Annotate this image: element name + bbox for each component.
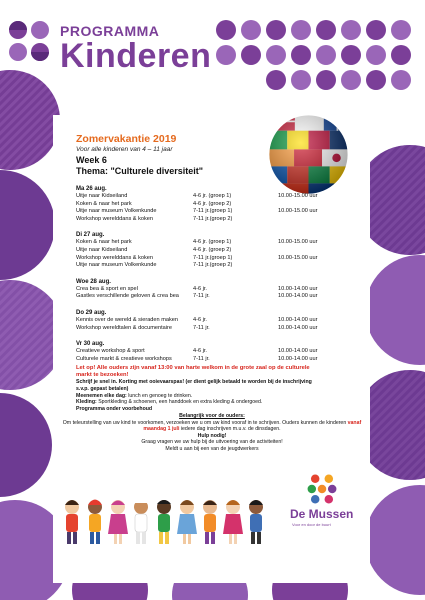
activity-row (76, 201, 366, 209)
activity-name: Workshop wereldtalen & documentaire (76, 324, 172, 331)
signup-date: vanaf maandag 1 juli (143, 419, 362, 433)
activity-group: 4-6 jr. (193, 316, 207, 323)
top-right-circles (216, 20, 411, 90)
activity-group: 7-11 jr.(groep 1) (193, 208, 233, 215)
activity-name: Workshop werelddans & koken (76, 215, 154, 222)
children-illustration (58, 493, 268, 548)
activity-group: 4-6 jr. (groep 2) (193, 246, 232, 253)
help-signup: Meldt u aan bij een van de jeugdwerkers (165, 445, 259, 452)
activity-time: 10.00-14.00 uur (278, 285, 318, 292)
activity-group: 7-11 jr.(groep 1) (193, 254, 233, 261)
activity-group: 4-6 jr. (groep 1) (193, 193, 232, 199)
activity-name: Workshop werelddans & koken (76, 254, 154, 261)
activity-time: 10.00-14.00 uur (278, 316, 318, 323)
help-request: Graag vragen we uw hulp bij de uitvoering van de activiteiten! (141, 439, 283, 446)
day-section (76, 278, 366, 301)
day-heading: Ma 26 aug. (76, 186, 107, 192)
activity-name: Uitje naar Kidseiland (76, 193, 128, 199)
activity-name: Kennis over de wereld & sieraden maken (76, 316, 178, 323)
program-disclaimer-text: Programma onder voorbehoud (76, 405, 153, 412)
activity-group: 4-6 jr. (193, 348, 207, 355)
activity-time: 10.00-14.00 uur (278, 355, 318, 362)
clothing-label: Kleding: (76, 399, 97, 406)
week-label: Week 6 (76, 155, 107, 165)
program-content (76, 133, 366, 412)
activity-name: Uitje naar Kidseiland (76, 246, 128, 253)
signup-info-b: iedere dag inschrijven m.u.v. de dinsdagen. (179, 426, 281, 433)
page-title: Kinderen (60, 37, 212, 75)
important-parents-section (57, 413, 367, 453)
activity-name: Culturele markt & creatieve workshops (76, 355, 172, 362)
activity-group: 7-11 jr. (193, 355, 210, 362)
activity-row (76, 262, 366, 270)
activity-group: 7-11 jr. (193, 324, 210, 331)
clothing-note (76, 399, 326, 406)
activity-group: 7-11 jr.(groep 2) (193, 215, 233, 222)
program-disclaimer (76, 406, 326, 413)
activity-name: Koken & naar het park (76, 200, 132, 207)
activity-time: 10.00-14.00 uur (278, 324, 318, 331)
bring-text: lunch en genoeg te drinken. (126, 392, 193, 399)
signup-info (57, 420, 367, 433)
logo-name: De Mussen (290, 507, 354, 521)
activity-group: 7-11 jr.(groep 2) (193, 262, 233, 269)
activity-name: Creatieve workshop & sport (76, 348, 145, 355)
program-label: PROGRAMMA (60, 23, 160, 39)
day-heading: Di 27 aug. (76, 232, 105, 239)
help-heading: Hulp nodig! (197, 432, 227, 439)
logo-tagline: Voor en door de buurt (292, 522, 331, 527)
signup-info-a: Om teleurstelling van uw kind te voorkomen, verzoeken we u om uw kind vooraf in te schrijven. Ouders kunnen de kinderen (62, 419, 348, 426)
day-heading: Woe 28 aug. (76, 278, 111, 285)
day-section (76, 231, 366, 269)
activity-name: Uitje naar museum Volkenkunde (76, 262, 157, 269)
activity-group: 4-6 jr. (groep 1) (193, 239, 232, 246)
activity-row (76, 325, 366, 333)
activity-time: 10.00-15.00 uur (278, 254, 318, 261)
day-heading: Vr 30 aug. (76, 341, 105, 348)
signup-note (76, 379, 326, 392)
activity-row (76, 348, 366, 356)
activity-group: 7-11 jr. (193, 293, 210, 300)
day-section (76, 185, 366, 223)
activity-row (76, 356, 366, 364)
activity-row (76, 193, 366, 201)
activity-row (76, 239, 366, 247)
activity-row (76, 286, 366, 294)
de-mussen-logo-icon (305, 472, 339, 506)
activity-row (76, 216, 366, 224)
activity-name: Uitje naar museum Volkenkunde (76, 208, 157, 215)
important-heading: Belangrijk voor de ouders: (179, 413, 245, 419)
activity-group: 4-6 jr. (193, 285, 207, 292)
activity-name: Koken & naar het park (76, 239, 132, 246)
activity-time: 10.00-15.00 uur (278, 193, 318, 199)
activity-name: Gastles verschillende geloven & crea bea (76, 293, 179, 300)
clothing-text: Sportkleding & schoenen, een handdoek en extra kleding & ondergoed. (96, 399, 263, 406)
bring-note (76, 393, 326, 400)
flyer-title: Zomervakantie 2019 (76, 133, 177, 145)
bring-label: Meenemen elke dag: (76, 392, 127, 399)
activity-row (76, 317, 366, 325)
activity-time: 10.00-15.00 uur (278, 208, 318, 215)
top-left-circles (9, 21, 49, 61)
activity-row (76, 293, 366, 301)
parents-welcome-alert: Let op! Alle ouders zijn vanaf 13:00 van harte welkom in de grote zaal op de culturele markt te bezoeken! (76, 365, 310, 379)
activity-time: 10.00-14.00 uur (278, 293, 318, 300)
activity-row (76, 255, 366, 263)
activity-row (76, 208, 366, 216)
flyer-subtitle: Voor alle kinderen van 4 – 11 jaar (76, 146, 173, 153)
activity-time: 10.00-15.00 uur (278, 239, 318, 246)
activity-group: 4-6 jr. (groep 2) (193, 200, 232, 207)
activity-row (76, 247, 366, 255)
day-heading: Do 29 aug. (76, 309, 107, 316)
activity-name: Crea bea & sport en spel (76, 285, 138, 292)
day-section (76, 340, 366, 363)
day-section (76, 309, 366, 332)
signup-text: Schrijf je snel in. Korting met ooievaarspas! (er dient gelijk betaald te worden bij de inschrijving s.v.p. gepast betalen) (76, 379, 312, 392)
activity-time: 10.00-14.00 uur (278, 348, 318, 355)
theme-label: Thema: "Culturele diversiteit" (76, 166, 204, 176)
